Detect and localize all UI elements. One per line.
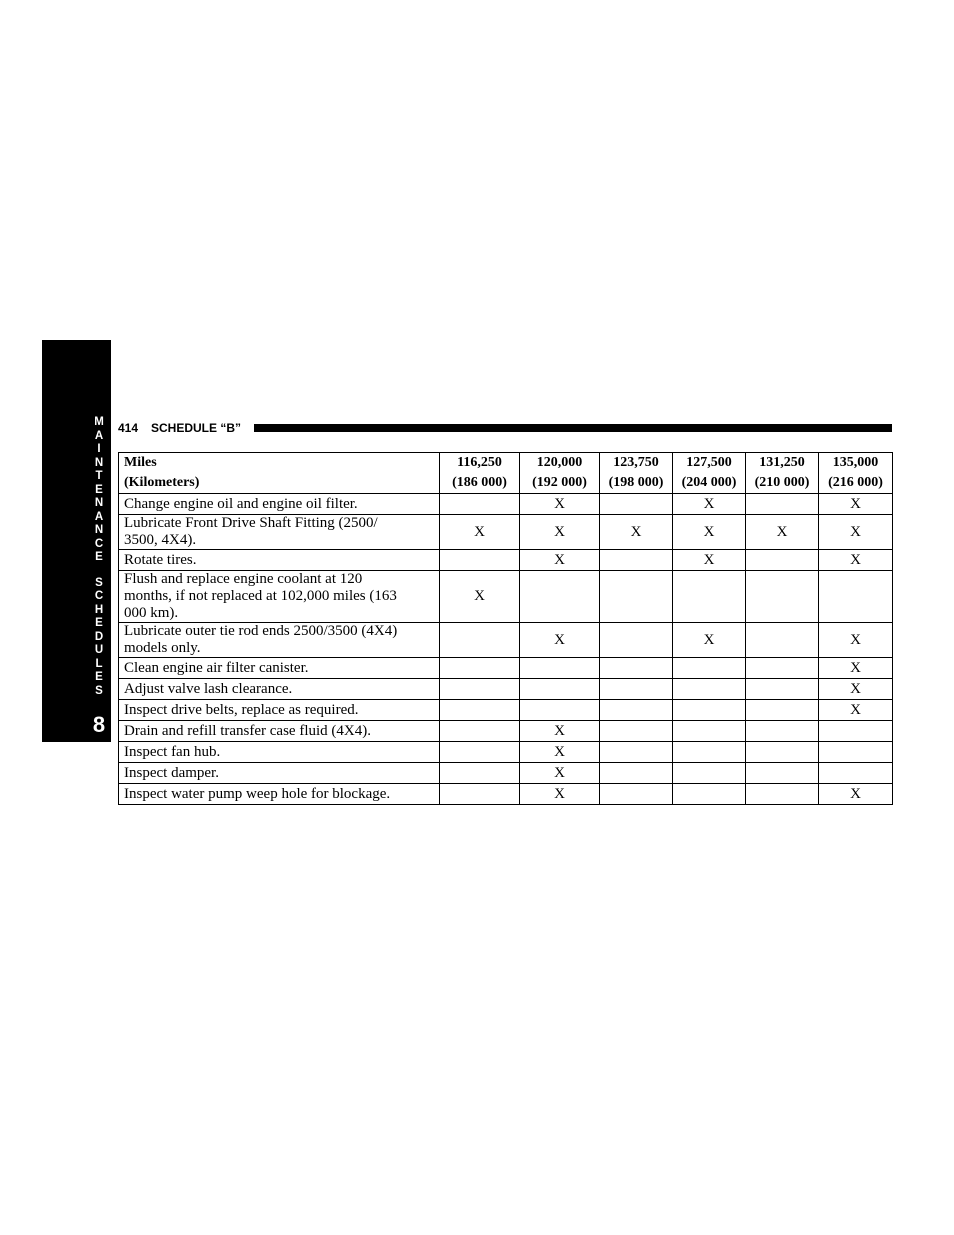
service-item-label: Change engine oil and engine oil filter. bbox=[119, 494, 440, 515]
table-header-row bbox=[119, 453, 893, 494]
section-tab-letter: S bbox=[95, 576, 103, 589]
table-row bbox=[119, 763, 893, 784]
table-row bbox=[119, 679, 893, 700]
interval-mark-cell bbox=[673, 700, 746, 721]
header-label-cell bbox=[119, 453, 440, 494]
page-number: 414 bbox=[118, 421, 139, 435]
header-interval-cell bbox=[819, 453, 893, 494]
section-tab-number: 8 bbox=[92, 712, 106, 737]
interval-km: (204 000) bbox=[681, 475, 737, 490]
interval-mark-cell: X bbox=[819, 494, 893, 515]
table-row bbox=[119, 494, 893, 515]
interval-mark-cell bbox=[673, 763, 746, 784]
interval-mark-cell: X bbox=[673, 494, 746, 515]
section-tab-letter: N bbox=[94, 456, 104, 469]
header-interval-cell bbox=[746, 453, 819, 494]
interval-mark-cell bbox=[746, 623, 819, 658]
interval-mark-cell bbox=[440, 550, 520, 571]
section-tab-letter: C bbox=[94, 590, 104, 602]
header-interval-cell bbox=[440, 453, 520, 494]
interval-mark-cell bbox=[746, 784, 819, 805]
table-row bbox=[119, 742, 893, 763]
interval-mark-cell bbox=[600, 742, 673, 763]
section-tab-letter: H bbox=[94, 603, 104, 616]
page-header bbox=[118, 420, 892, 436]
service-item-label: Flush and replace engine coolant at 120 months, if not replaced at 102,000 miles (163 000 km). bbox=[119, 571, 440, 623]
interval-mark-cell: X bbox=[520, 623, 600, 658]
interval-mark-cell: X bbox=[520, 515, 600, 550]
interval-mark-cell bbox=[673, 721, 746, 742]
interval-mark-cell bbox=[819, 742, 893, 763]
interval-mark-cell: X bbox=[819, 550, 893, 571]
header-miles-label: Miles bbox=[124, 455, 157, 470]
interval-mark-cell bbox=[673, 784, 746, 805]
interval-mark-cell bbox=[746, 742, 819, 763]
interval-mark-cell bbox=[440, 494, 520, 515]
interval-mark-cell: X bbox=[673, 623, 746, 658]
table-row bbox=[119, 784, 893, 805]
interval-km: (186 000) bbox=[452, 475, 507, 490]
maintenance-schedule-table bbox=[118, 452, 893, 805]
section-tab-letter: L bbox=[95, 657, 103, 670]
section-tab-letter: E bbox=[95, 617, 103, 629]
interval-mark-cell: X bbox=[819, 515, 893, 550]
interval-mark-cell bbox=[819, 721, 893, 742]
interval-mark-cell bbox=[440, 658, 520, 679]
interval-mark-cell bbox=[673, 679, 746, 700]
interval-mark-cell bbox=[440, 623, 520, 658]
interval-mark-cell: X bbox=[819, 679, 893, 700]
interval-mark-cell bbox=[600, 623, 673, 658]
section-tab-letter: A bbox=[94, 429, 104, 442]
interval-mark-cell: X bbox=[520, 742, 600, 763]
interval-mark-cell: X bbox=[673, 550, 746, 571]
interval-mark-cell: X bbox=[819, 658, 893, 679]
section-tab-letter: A bbox=[94, 510, 104, 523]
interval-mark-cell bbox=[746, 679, 819, 700]
interval-mark-cell bbox=[440, 784, 520, 805]
section-tab-letter: C bbox=[94, 537, 104, 550]
interval-mark-cell bbox=[819, 571, 893, 623]
interval-km: (216 000) bbox=[828, 475, 883, 490]
section-tab-letter: D bbox=[94, 630, 104, 643]
section-tab-letter: N bbox=[94, 497, 104, 509]
section-tab-letter: I bbox=[97, 443, 101, 455]
section-tab-label bbox=[88, 416, 110, 698]
interval-mark-cell bbox=[600, 679, 673, 700]
interval-mark-cell: X bbox=[520, 763, 600, 784]
section-tab-letter: N bbox=[94, 524, 104, 536]
interval-mark-cell: X bbox=[819, 623, 893, 658]
table-row bbox=[119, 571, 893, 623]
interval-mark-cell: X bbox=[520, 784, 600, 805]
service-item-label: Adjust valve lash clearance. bbox=[119, 679, 440, 700]
interval-mark-cell bbox=[520, 571, 600, 623]
interval-mark-cell: X bbox=[819, 700, 893, 721]
interval-miles: 123,750 bbox=[613, 455, 659, 470]
table-row bbox=[119, 623, 893, 658]
interval-mark-cell bbox=[673, 571, 746, 623]
interval-mark-cell bbox=[746, 494, 819, 515]
table-row bbox=[119, 550, 893, 571]
section-tab-letter: S bbox=[95, 684, 103, 697]
interval-mark-cell bbox=[600, 550, 673, 571]
section-tab-letter: U bbox=[94, 644, 104, 656]
section-tab-letter: T bbox=[95, 470, 103, 482]
interval-mark-cell bbox=[819, 763, 893, 784]
interval-mark-cell bbox=[746, 658, 819, 679]
section-tab-letter: M bbox=[94, 416, 104, 428]
interval-miles: 135,000 bbox=[832, 455, 879, 470]
interval-mark-cell bbox=[600, 721, 673, 742]
interval-mark-cell: X bbox=[520, 721, 600, 742]
section-tab-letter bbox=[88, 565, 110, 577]
interval-mark-cell bbox=[440, 721, 520, 742]
table-row bbox=[119, 721, 893, 742]
interval-mark-cell bbox=[746, 571, 819, 623]
section-tab-letter: E bbox=[95, 671, 103, 683]
interval-mark-cell bbox=[673, 658, 746, 679]
service-item-label: Inspect fan hub. bbox=[119, 742, 440, 763]
interval-mark-cell bbox=[520, 700, 600, 721]
interval-mark-cell: X bbox=[819, 784, 893, 805]
interval-miles: 127,500 bbox=[686, 455, 732, 470]
interval-miles: 131,250 bbox=[759, 455, 805, 470]
table-row bbox=[119, 700, 893, 721]
interval-mark-cell bbox=[600, 784, 673, 805]
interval-km: (192 000) bbox=[532, 475, 587, 490]
interval-km: (210 000) bbox=[754, 475, 810, 490]
interval-mark-cell: X bbox=[600, 515, 673, 550]
interval-mark-cell bbox=[440, 700, 520, 721]
interval-mark-cell bbox=[600, 494, 673, 515]
interval-mark-cell bbox=[600, 763, 673, 784]
interval-mark-cell bbox=[440, 763, 520, 784]
interval-mark-cell bbox=[746, 721, 819, 742]
interval-mark-cell bbox=[600, 658, 673, 679]
interval-mark-cell: X bbox=[440, 515, 520, 550]
service-item-label: Inspect drive belts, replace as required. bbox=[119, 700, 440, 721]
service-item-label: Inspect water pump weep hole for blockage. bbox=[119, 784, 440, 805]
interval-miles: 120,000 bbox=[536, 455, 583, 470]
service-item-label: Rotate tires. bbox=[119, 550, 440, 571]
interval-mark-cell bbox=[600, 700, 673, 721]
interval-mark-cell bbox=[746, 700, 819, 721]
table-row bbox=[119, 515, 893, 550]
service-item-label: Clean engine air filter canister. bbox=[119, 658, 440, 679]
interval-mark-cell: X bbox=[520, 494, 600, 515]
interval-mark-cell bbox=[746, 550, 819, 571]
header-interval-cell bbox=[600, 453, 673, 494]
interval-mark-cell: X bbox=[440, 571, 520, 623]
service-item-label: Inspect damper. bbox=[119, 763, 440, 784]
interval-mark-cell bbox=[440, 742, 520, 763]
service-item-label: Drain and refill transfer case fluid (4X4). bbox=[119, 721, 440, 742]
interval-mark-cell: X bbox=[520, 550, 600, 571]
interval-mark-cell: X bbox=[746, 515, 819, 550]
interval-mark-cell bbox=[600, 571, 673, 623]
interval-mark-cell bbox=[673, 742, 746, 763]
header-interval-cell bbox=[520, 453, 600, 494]
service-item-label: Lubricate outer tie rod ends 2500/3500 (4X4) models only. bbox=[119, 623, 440, 658]
interval-mark-cell bbox=[520, 658, 600, 679]
interval-mark-cell bbox=[746, 763, 819, 784]
header-rule bbox=[254, 424, 892, 432]
page-title: SCHEDULE “B” bbox=[151, 421, 242, 435]
interval-miles: 116,250 bbox=[457, 455, 502, 470]
interval-km: (198 000) bbox=[608, 475, 664, 490]
table-row bbox=[119, 658, 893, 679]
interval-mark-cell bbox=[520, 679, 600, 700]
interval-mark-cell bbox=[440, 679, 520, 700]
header-km-label: (Kilometers) bbox=[124, 475, 200, 490]
section-tab-letter: E bbox=[95, 551, 103, 563]
section-tab-letter: E bbox=[95, 483, 103, 496]
header-interval-cell bbox=[673, 453, 746, 494]
interval-mark-cell: X bbox=[673, 515, 746, 550]
service-item-label: Lubricate Front Drive Shaft Fitting (2500/ 3500, 4X4). bbox=[119, 515, 440, 550]
